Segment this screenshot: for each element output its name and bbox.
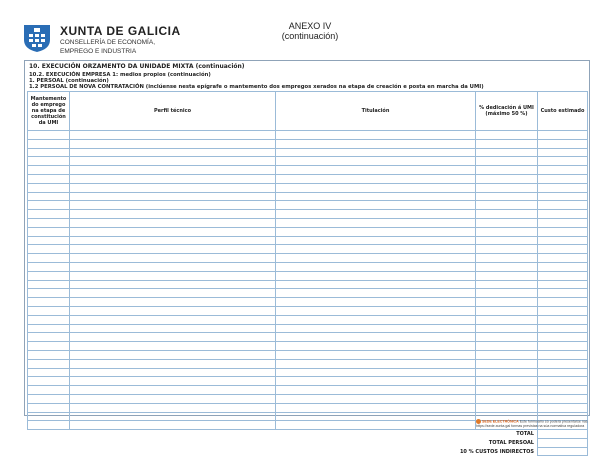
cell-dedicacion[interactable] (476, 210, 538, 219)
cell-custo[interactable] (538, 236, 588, 245)
cell-dedicacion[interactable] (476, 174, 538, 183)
cell-dedicacion[interactable] (476, 315, 538, 324)
cell-mantemento[interactable] (28, 192, 70, 201)
table-row (28, 280, 588, 289)
cell-mantemento[interactable] (28, 218, 70, 227)
cell-titulacion[interactable] (276, 403, 476, 412)
col-header-mantemento: Mantemento do emprego na etapa de constitución da UMI (28, 92, 70, 131)
cell-titulacion[interactable] (276, 298, 476, 307)
cell-dedicacion[interactable] (476, 236, 538, 245)
table-row (28, 131, 588, 140)
cell-dedicacion[interactable] (476, 394, 538, 403)
cell-perfil[interactable] (70, 218, 276, 227)
brand-name: XUNTA DE GALICIA (60, 24, 181, 38)
cell-perfil[interactable] (70, 210, 276, 219)
table-row (28, 324, 588, 333)
cell-mantemento[interactable] (28, 166, 70, 175)
cell-custo[interactable] (538, 131, 588, 140)
cell-mantemento[interactable] (28, 183, 70, 192)
cell-perfil[interactable] (70, 245, 276, 254)
table-row (28, 236, 588, 245)
table-row (28, 166, 588, 175)
cell-custo[interactable] (538, 289, 588, 298)
cell-dedicacion[interactable] (476, 342, 538, 351)
section-title: 10. EXECUCIÓN ORZAMENTO DA UNIDADE MIXTA (continuación) (29, 63, 245, 70)
cell-mantemento[interactable] (28, 148, 70, 157)
cell-titulacion[interactable] (276, 289, 476, 298)
annex-title: ANEXO IV (288, 21, 332, 31)
cell-perfil[interactable] (70, 298, 276, 307)
section-line-1: 1. PERSOAL (continuación) (29, 78, 109, 84)
table-row (28, 245, 588, 254)
cell-dedicacion[interactable] (476, 324, 538, 333)
cell-mantemento[interactable] (28, 342, 70, 351)
cell-dedicacion[interactable] (476, 298, 538, 307)
cell-mantemento[interactable] (28, 157, 70, 166)
cell-dedicacion[interactable] (476, 333, 538, 342)
cell-mantemento[interactable] (28, 394, 70, 403)
table-row (28, 192, 588, 201)
cell-mantemento[interactable] (28, 315, 70, 324)
cell-perfil[interactable] (70, 342, 276, 351)
cell-perfil[interactable] (70, 412, 276, 421)
cell-titulacion[interactable] (276, 359, 476, 368)
cell-dedicacion[interactable] (476, 148, 538, 157)
cell-perfil[interactable] (70, 368, 276, 377)
cell-titulacion[interactable] (276, 324, 476, 333)
col-header-dedicacion-label: % dedicación á UMI (479, 105, 534, 111)
cell-titulacion[interactable] (276, 368, 476, 377)
cell-mantemento[interactable] (28, 262, 70, 271)
cell-titulacion[interactable] (276, 218, 476, 227)
cell-perfil[interactable] (70, 271, 276, 280)
cell-titulacion[interactable] (276, 412, 476, 421)
cell-custo[interactable] (538, 183, 588, 192)
cell-perfil[interactable] (70, 262, 276, 271)
table-row (28, 227, 588, 236)
cell-custo[interactable] (538, 298, 588, 307)
cell-dedicacion[interactable] (476, 386, 538, 395)
cell-titulacion[interactable] (276, 262, 476, 271)
cell-perfil[interactable] (70, 131, 276, 140)
custos-indirectos-row (28, 447, 588, 456)
cell-titulacion[interactable] (276, 254, 476, 263)
table-row (28, 174, 588, 183)
footer-note (476, 419, 611, 429)
cell-titulacion[interactable] (276, 280, 476, 289)
cell-custo[interactable] (538, 350, 588, 359)
table-row (28, 262, 588, 271)
cell-titulacion[interactable] (276, 227, 476, 236)
cell-custo[interactable] (538, 174, 588, 183)
cell-mantemento[interactable] (28, 236, 70, 245)
cell-titulacion[interactable] (276, 210, 476, 219)
cell-perfil[interactable] (70, 236, 276, 245)
table-row (28, 342, 588, 351)
cell-titulacion[interactable] (276, 131, 476, 140)
brand-sub-1: CONSELLERÍA DE ECONOMÍA, (60, 39, 155, 46)
cell-dedicacion[interactable] (476, 139, 538, 148)
table-row (28, 210, 588, 219)
brand-sub-2: EMPREGO E INDUSTRIA (60, 48, 137, 55)
col-header-dedicacion (476, 92, 538, 131)
cell-mantemento[interactable] (28, 350, 70, 359)
cell-mantemento[interactable] (28, 289, 70, 298)
custos-indirectos-label: 10 % CUSTOS INDIRECTOS (459, 448, 534, 455)
cell-custo[interactable] (538, 201, 588, 210)
footer-line-3: formas previstas na súa normativa reguladora (511, 424, 585, 428)
cell-custo[interactable] (538, 324, 588, 333)
cell-mantemento[interactable] (28, 386, 70, 395)
cell-titulacion[interactable] (276, 377, 476, 386)
cell-custo[interactable] (538, 166, 588, 175)
table-row (28, 148, 588, 157)
cell-perfil[interactable] (70, 386, 276, 395)
cell-titulacion[interactable] (276, 271, 476, 280)
total-persoal-label: TOTAL PERSOAL (488, 439, 534, 446)
cell-perfil[interactable] (70, 315, 276, 324)
cell-mantemento[interactable] (28, 174, 70, 183)
cell-dedicacion[interactable] (476, 289, 538, 298)
table-row (28, 289, 588, 298)
cell-mantemento[interactable] (28, 298, 70, 307)
table-body (28, 131, 588, 430)
cell-mantemento[interactable] (28, 139, 70, 148)
total-row (28, 430, 588, 439)
cell-dedicacion[interactable] (476, 131, 538, 140)
table-row (28, 254, 588, 263)
table-row (28, 333, 588, 342)
cell-titulacion[interactable] (276, 201, 476, 210)
cell-dedicacion[interactable] (476, 359, 538, 368)
cell-mantemento[interactable] (28, 254, 70, 263)
custos-indirectos-value-field[interactable] (538, 447, 588, 456)
cell-dedicacion[interactable] (476, 271, 538, 280)
cell-custo[interactable] (538, 315, 588, 324)
cell-titulacion[interactable] (276, 174, 476, 183)
cell-perfil[interactable] (70, 174, 276, 183)
table-row (28, 350, 588, 359)
cell-dedicacion[interactable] (476, 280, 538, 289)
cell-mantemento[interactable] (28, 412, 70, 421)
cell-titulacion[interactable] (276, 183, 476, 192)
cell-custo[interactable] (538, 210, 588, 219)
total-label: TOTAL (516, 431, 534, 438)
cell-dedicacion[interactable] (476, 157, 538, 166)
cell-perfil[interactable] (70, 377, 276, 386)
cell-mantemento[interactable] (28, 403, 70, 412)
cell-custo[interactable] (538, 192, 588, 201)
table-header-row (28, 92, 588, 131)
totals-body (28, 430, 588, 456)
cell-perfil[interactable] (70, 333, 276, 342)
cell-dedicacion[interactable] (476, 192, 538, 201)
col-header-perfil: Perfil técnico (70, 92, 276, 131)
col-header-custo: Custo estimado (538, 92, 588, 131)
table-row (28, 157, 588, 166)
total-persoal-row (28, 438, 588, 447)
cell-custo[interactable] (538, 245, 588, 254)
cell-mantemento[interactable] (28, 245, 70, 254)
total-value-field[interactable] (538, 430, 588, 439)
cell-titulacion[interactable] (276, 342, 476, 351)
cell-titulacion[interactable] (276, 394, 476, 403)
cell-custo[interactable] (538, 377, 588, 386)
cell-custo[interactable] (538, 368, 588, 377)
cell-perfil[interactable] (70, 350, 276, 359)
cell-perfil[interactable] (70, 157, 276, 166)
cell-titulacion[interactable] (276, 148, 476, 157)
footer-line-2: https://sede.xunta.gal (476, 424, 511, 428)
cell-perfil[interactable] (70, 324, 276, 333)
cell-custo[interactable] (538, 139, 588, 148)
cell-titulacion[interactable] (276, 166, 476, 175)
cell-dedicacion[interactable] (476, 245, 538, 254)
table-row (28, 315, 588, 324)
cell-perfil[interactable] (70, 183, 276, 192)
cell-mantemento[interactable] (28, 421, 70, 430)
table-row (28, 359, 588, 368)
cell-perfil[interactable] (70, 227, 276, 236)
cell-mantemento[interactable] (28, 359, 70, 368)
cell-dedicacion[interactable] (476, 368, 538, 377)
cell-mantemento[interactable] (28, 201, 70, 210)
col-header-titulacion: Titulación (276, 92, 476, 131)
cell-custo[interactable] (538, 157, 588, 166)
cell-mantemento[interactable] (28, 306, 70, 315)
cell-perfil[interactable] (70, 359, 276, 368)
table-row (28, 218, 588, 227)
cell-perfil[interactable] (70, 394, 276, 403)
cell-titulacion[interactable] (276, 245, 476, 254)
cell-titulacion[interactable] (276, 306, 476, 315)
cell-mantemento[interactable] (28, 227, 70, 236)
cell-dedicacion[interactable] (476, 201, 538, 210)
cell-mantemento[interactable] (28, 377, 70, 386)
cell-perfil[interactable] (70, 403, 276, 412)
cell-custo[interactable] (538, 386, 588, 395)
cell-dedicacion[interactable] (476, 403, 538, 412)
section-subtitle: 10.2. EXECUCIÓN EMPRESA 1: medios propios (continuación) (29, 72, 211, 78)
cell-custo[interactable] (538, 403, 588, 412)
table-row (28, 377, 588, 386)
cell-perfil[interactable] (70, 254, 276, 263)
cell-perfil[interactable] (70, 139, 276, 148)
cell-custo[interactable] (538, 148, 588, 157)
cell-mantemento[interactable] (28, 271, 70, 280)
table-row (28, 139, 588, 148)
total-persoal-value-field[interactable] (538, 438, 588, 447)
cell-dedicacion[interactable] (476, 227, 538, 236)
cell-titulacion[interactable] (276, 157, 476, 166)
cell-mantemento[interactable] (28, 210, 70, 219)
cell-titulacion[interactable] (276, 192, 476, 201)
table-row (28, 271, 588, 280)
cell-dedicacion[interactable] (476, 350, 538, 359)
cell-perfil[interactable] (70, 306, 276, 315)
cell-custo[interactable] (538, 333, 588, 342)
cell-custo[interactable] (538, 394, 588, 403)
col-header-dedicacion-sub: (máximo 50 %) (485, 111, 528, 117)
cell-mantemento[interactable] (28, 280, 70, 289)
cell-custo[interactable] (538, 359, 588, 368)
cell-custo[interactable] (538, 262, 588, 271)
cell-custo[interactable] (538, 280, 588, 289)
cell-custo[interactable] (538, 306, 588, 315)
table-row (28, 394, 588, 403)
cell-custo[interactable] (538, 254, 588, 263)
cell-mantemento[interactable] (28, 131, 70, 140)
table-row (28, 403, 588, 412)
cell-dedicacion[interactable] (476, 377, 538, 386)
table-row (28, 298, 588, 307)
cell-perfil[interactable] (70, 289, 276, 298)
cell-custo[interactable] (538, 218, 588, 227)
cell-titulacion[interactable] (276, 333, 476, 342)
cell-custo[interactable] (538, 342, 588, 351)
section-line-2: 1.2 PERSOAL DE NOVA CONTRATACIÓN (inclúense nesta epígrafe o mantemento dos empregos xerados na etapa de creación e posta en marcha da UMI) (29, 84, 484, 90)
cell-perfil[interactable] (70, 148, 276, 157)
cell-custo[interactable] (538, 271, 588, 280)
annex-subtitle: (continuación) (281, 31, 339, 41)
table-row (28, 368, 588, 377)
cell-titulacion[interactable] (276, 236, 476, 245)
table-row (28, 306, 588, 315)
cell-mantemento[interactable] (28, 333, 70, 342)
table-row (28, 386, 588, 395)
cell-perfil[interactable] (70, 166, 276, 175)
brand-block (60, 24, 181, 56)
staff-table (27, 91, 588, 456)
cell-titulacion[interactable] (276, 386, 476, 395)
cell-mantemento[interactable] (28, 324, 70, 333)
cell-dedicacion[interactable] (476, 306, 538, 315)
cell-titulacion[interactable] (276, 315, 476, 324)
cell-dedicacion[interactable] (476, 183, 538, 192)
cell-titulacion[interactable] (276, 421, 476, 430)
cell-dedicacion[interactable] (476, 254, 538, 263)
cell-titulacion[interactable] (276, 139, 476, 148)
table-row (28, 183, 588, 192)
cell-titulacion[interactable] (276, 350, 476, 359)
cell-perfil[interactable] (70, 280, 276, 289)
cell-perfil[interactable] (70, 192, 276, 201)
annex-heading (260, 21, 360, 41)
footer-line-1: Este formulario só poderá presentarse nas (519, 419, 588, 424)
cell-dedicacion[interactable] (476, 262, 538, 271)
table-row (28, 201, 588, 210)
cell-custo[interactable] (538, 227, 588, 236)
cell-mantemento[interactable] (28, 368, 70, 377)
footer-brand: SEDE ELECTRÓNICA (482, 419, 519, 424)
cell-perfil[interactable] (70, 421, 276, 430)
xunta-logo-icon (20, 22, 56, 54)
cell-perfil[interactable] (70, 201, 276, 210)
cell-dedicacion[interactable] (476, 218, 538, 227)
cell-dedicacion[interactable] (476, 166, 538, 175)
